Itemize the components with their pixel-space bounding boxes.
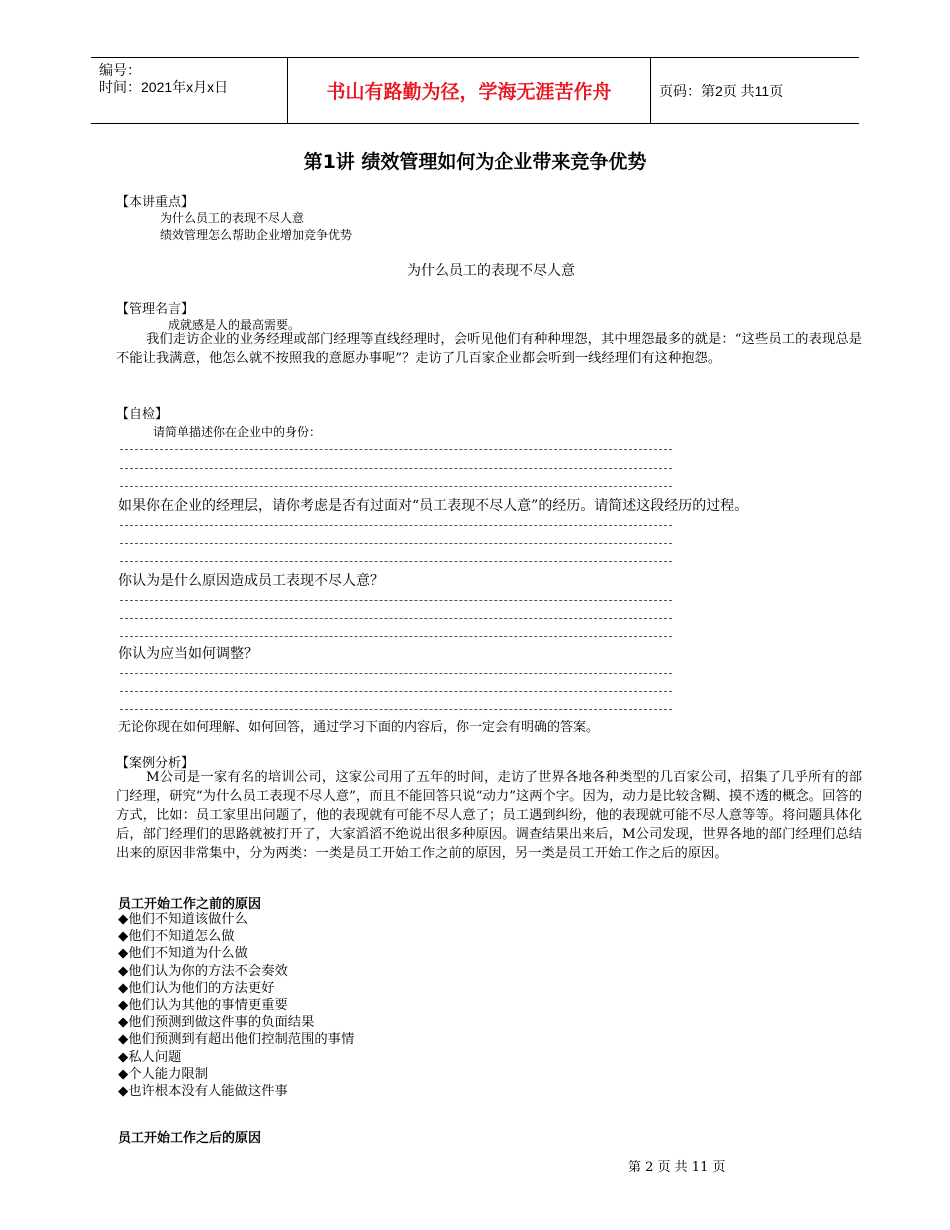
answer-line[interactable] <box>120 673 672 674</box>
list-item: ◆他们认为其他的事情更重要 <box>118 998 288 1014</box>
case-heading: 【案例分析】 <box>116 756 195 771</box>
lecture-title: 第1讲 绩效管理如何为企业带来竞争优势 <box>303 151 647 173</box>
list-item: ◆他们不知道该做什么 <box>118 912 248 927</box>
before-heading: 员工开始工作之前的原因 <box>118 897 262 912</box>
list-item: ◆他们认为他们的方法更好 <box>118 980 275 996</box>
question-3: 你认为是什么原因造成员工表现不尽人意？ <box>118 573 384 589</box>
after-heading: 员工开始工作之后的原因 <box>118 1131 262 1146</box>
list-item: ◆他们预测到做这件事的负面结果 <box>118 1015 315 1031</box>
number-label: 编号： <box>99 62 141 78</box>
question-1: 请简单描述你在企业中的身份： <box>153 425 322 439</box>
list-item: ◆也许根本没有人能做这件事 <box>118 1084 288 1100</box>
case-paragraph: M公司是一家有名的培训公司，这家公司用了五年的时间，走访了世界各地各种类型的几百家公司，招集了几乎所有的部门经理，研究“为什么员工表现不尽人意”，而且不能回答只说“动力”这两个字。因为，动力是比较含糊、摸不透的概念。回答的方式，比如：员工家里出问题了，他的表现就有可能不尽人意了；员工遇到纠纷，他的表现就可能不尽人意等等。将问题具体化后，部门经理们的思路就被打开了，大家滔滔不绝说出很多种原因。调查结果出来后，M公司发现，世界各地的部门经理们总结出来的原因非常集中，分为两类：一类是员工开始工作之前的原因，另一类是员工开始工作之后的原因。 <box>116 770 862 861</box>
intro-paragraph: 我们走访企业的业务经理或部门经理等直线经理时，会听见他们有种种埋怨，其中埋怨最多的就是：“这些员工的表现总是不能让我满意，他怎么就不按照我的意愿办事呢”？走访了几百家企业都会听到一线经理们有这种抱怨。 <box>116 332 862 366</box>
list-item: ◆他们不知道怎么做 <box>118 929 235 945</box>
question-4: 你认为应当如何调整？ <box>118 646 258 662</box>
answer-line[interactable] <box>120 468 672 469</box>
answer-line[interactable] <box>120 709 672 710</box>
selfcheck-conclusion: 无论你现在如何理解、如何回答，通过学习下面的内容后，你一定会有明确的答案。 <box>118 720 600 735</box>
before-reasons-list <box>118 911 354 1100</box>
answer-line[interactable] <box>120 449 672 450</box>
answer-line[interactable] <box>120 636 672 637</box>
time-label: 时间：2021年x月x日 <box>99 79 229 95</box>
focus-heading: 【本讲重点】 <box>116 195 195 210</box>
answer-line[interactable] <box>120 525 672 526</box>
list-item: ◆私人问题 <box>118 1049 182 1065</box>
motto: 书山有路勤为径，学海无涯苦作舟 <box>287 58 651 123</box>
focus-item: 为什么员工的表现不尽人意 <box>160 211 305 225</box>
page-footer: 第 2 页 共 11 页 <box>628 1160 726 1175</box>
list-item: ◆他们认为你的方法不会奏效 <box>118 963 288 979</box>
section-title: 为什么员工的表现不尽人意 <box>407 263 575 279</box>
page-label: 页码：第2页 共11页 <box>659 82 784 99</box>
quote-heading: 【管理名言】 <box>116 302 195 317</box>
list-item: ◆他们不知道为什么做 <box>118 946 248 962</box>
question-2: 如果你在企业的经理层，请你考虑是否有过面对“员工表现不尽人意”的经历。请简述这段经历的过程。 <box>118 498 749 514</box>
list-item: ◆他们预测到有超出他们控制范围的事情 <box>118 1032 355 1048</box>
answer-line[interactable] <box>120 618 672 619</box>
focus-item: 绩效管理怎么帮助企业增加竞争优势 <box>160 228 353 242</box>
selfcheck-heading: 【自检】 <box>116 407 169 422</box>
answer-line[interactable] <box>120 486 672 487</box>
answer-line[interactable] <box>120 600 672 601</box>
quote-text: 成就感是人的最高需要。 <box>168 318 301 332</box>
list-item: ◆个人能力限制 <box>118 1066 209 1082</box>
header-left-cell <box>91 58 287 123</box>
answer-line[interactable] <box>120 561 672 562</box>
answer-line[interactable] <box>120 691 672 692</box>
header-table <box>91 57 859 124</box>
answer-line[interactable] <box>120 543 672 544</box>
